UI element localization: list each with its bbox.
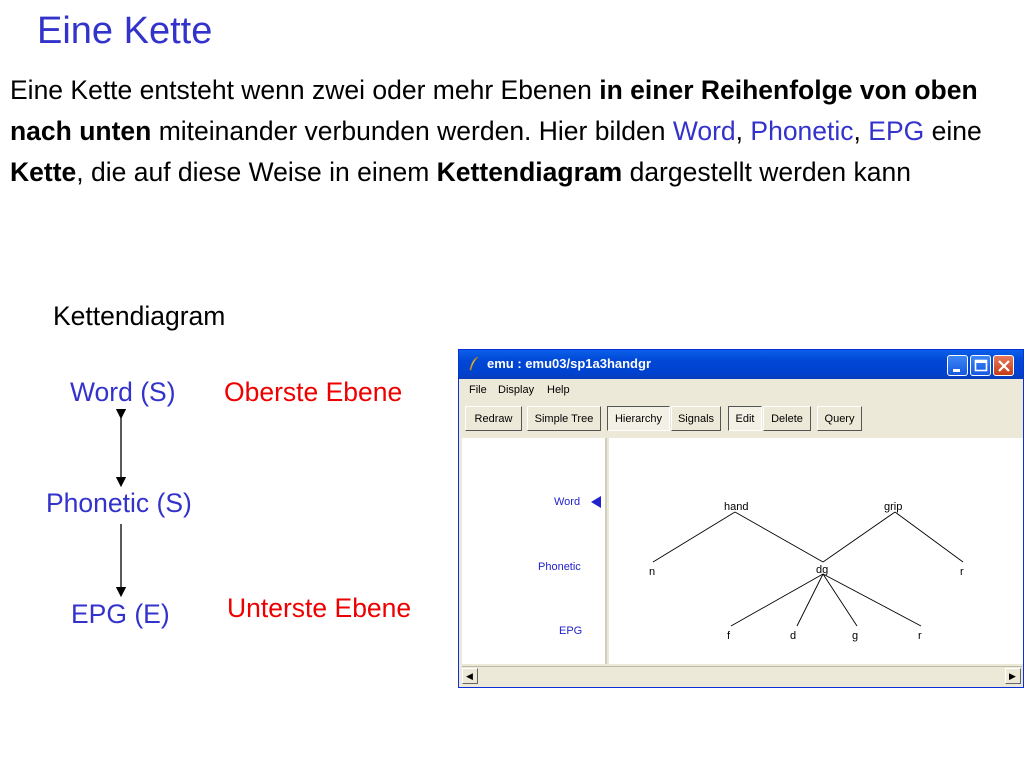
- feather-icon: [467, 356, 481, 372]
- node-dg[interactable]: dg: [816, 564, 829, 576]
- level-phonetic-label: Phonetic (S): [46, 488, 192, 518]
- node-grip[interactable]: grip: [884, 501, 903, 513]
- maximize-button[interactable]: [970, 355, 991, 376]
- scroll-right-icon: ▶: [1009, 671, 1016, 681]
- menubar: [459, 379, 1023, 400]
- signals-button[interactable]: Signals: [671, 406, 721, 431]
- level-epg[interactable]: EPG: [559, 625, 583, 637]
- menu-help[interactable]: Help: [547, 384, 570, 396]
- node-n[interactable]: n: [649, 566, 656, 578]
- emu-window: [458, 349, 1024, 688]
- para-word: Word: [672, 116, 736, 146]
- node-g[interactable]: g: [852, 630, 859, 642]
- para-text-5: dargestellt werden kann: [622, 157, 911, 187]
- scroll-left-button[interactable]: [462, 668, 478, 684]
- level-word[interactable]: Word: [554, 496, 581, 508]
- para-text-4: , die auf diese Weise in einem: [76, 157, 437, 187]
- tree-links: [609, 438, 1023, 664]
- redraw-button[interactable]: Redraw: [465, 406, 522, 431]
- link-dg-r: [823, 574, 921, 626]
- query-button[interactable]: Query: [817, 406, 862, 431]
- link-hand-dg: [735, 512, 823, 562]
- level-phonetic[interactable]: Phonetic: [538, 561, 581, 573]
- window-title: emu : emu03/sp1a3handgr: [487, 356, 651, 371]
- chain-arrows: [0, 0, 460, 768]
- para-comma-2: ,: [853, 116, 869, 146]
- para-bold-2: Kette: [10, 157, 77, 187]
- link-hand-n: [653, 512, 735, 562]
- minimize-button[interactable]: [947, 355, 968, 376]
- kettendiagram-label: Kettendiagram: [53, 301, 226, 331]
- scroll-left-icon: ◀: [466, 671, 473, 681]
- minimize-icon: [948, 356, 969, 377]
- horizontal-scrollbar[interactable]: [462, 666, 1022, 684]
- para-text-3: eine: [924, 116, 982, 146]
- menu-file[interactable]: File: [469, 384, 487, 396]
- menu-display[interactable]: Display: [498, 384, 535, 396]
- edit-button[interactable]: Edit: [728, 406, 762, 431]
- level-word-label: Word (S): [70, 377, 176, 407]
- node-d[interactable]: d: [790, 630, 797, 642]
- level-epg-label: EPG (E): [71, 599, 170, 629]
- current-level-arrow-icon: [591, 496, 601, 508]
- link-grip-r: [895, 512, 963, 562]
- para-text-1: Eine Kette entsteht wenn zwei oder mehr Ebenen: [10, 75, 600, 105]
- simple-tree-button[interactable]: Simple Tree: [527, 406, 601, 431]
- hierarchy-button[interactable]: Hierarchy: [607, 406, 670, 431]
- node-r-phonetic[interactable]: r: [960, 566, 964, 578]
- para-bold-3: Kettendiagram: [436, 157, 623, 187]
- link-dg-f: [731, 574, 823, 626]
- window-titlebar[interactable]: [459, 350, 1023, 379]
- hierarchy-canvas[interactable]: [609, 438, 1023, 664]
- level-pane: [462, 438, 607, 664]
- delete-button[interactable]: Delete: [763, 406, 811, 431]
- close-icon: [994, 356, 1015, 377]
- link-dg-g: [823, 574, 857, 626]
- node-r-epg[interactable]: r: [918, 630, 922, 642]
- slide-title: Eine Kette: [37, 10, 213, 52]
- top-level-annotation: Oberste Ebene: [224, 377, 403, 407]
- para-comma-1: ,: [735, 116, 751, 146]
- link-grip-dg: [823, 512, 895, 562]
- node-f[interactable]: f: [727, 630, 731, 642]
- para-bold-1: in einer Reihenfolge von oben nach unten: [10, 75, 978, 146]
- close-button[interactable]: [993, 355, 1014, 376]
- para-phonetic: Phonetic: [750, 116, 854, 146]
- node-hand[interactable]: hand: [724, 501, 749, 513]
- para-epg: EPG: [868, 116, 925, 146]
- toolbar: [459, 402, 1023, 436]
- maximize-icon: [971, 356, 992, 377]
- scroll-right-button[interactable]: [1005, 668, 1021, 684]
- bottom-level-annotation: Unterste Ebene: [227, 593, 412, 623]
- para-text-2: miteinander verbunden werden. Hier bilden: [151, 116, 673, 146]
